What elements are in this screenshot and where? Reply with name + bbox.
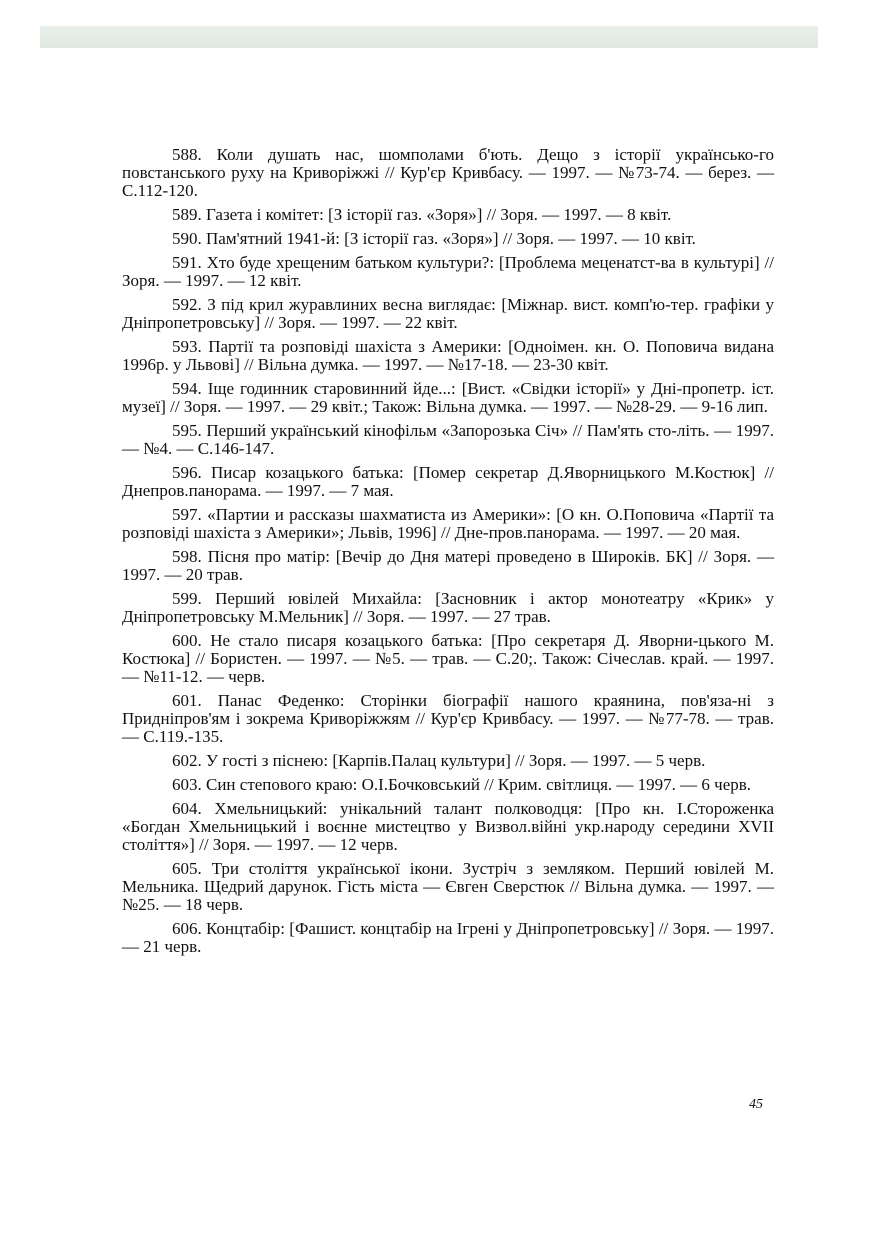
- bibliography-entry: 601. Панас Феденко: Сторінки біографії нашого краянина, пов'яза-ні з Придніпров'ям і зокрема Криворіжжям // Кур'єр Кривбасу. — 1997. — №77-78. — трав. — С.119.-135.: [122, 691, 774, 746]
- page-number: 45: [749, 1097, 763, 1112]
- bibliography-entry: 596. Писар козацького батька: [Помер секретар Д.Яворницького М.Костюк] // Днепров.панорама. — 1997. — 7 мая.: [122, 463, 774, 500]
- bibliography-entry: 604. Хмельницький: унікальний талант полководця: [Про кн. І.Стороженка «Богдан Хмельницький і воєнне мистецтво у Визвол.війні укр.народу середини XVII століття»] // Зоря. — 1997. — 12 черв.: [122, 799, 774, 854]
- bibliography-entry: 599. Перший ювілей Михайла: [Засновник і актор монотеатру «Крик» у Дніпропетровську М.Мельник] // Зоря. — 1997. — 27 трав.: [122, 589, 774, 626]
- bibliography-entry: 606. Концтабір: [Фашист. концтабір на Ігрені у Дніпропетровську] // Зоря. — 1997. — 21 черв.: [122, 919, 774, 956]
- bibliography-entry: 605. Три століття української ікони. Зустріч з земляком. Перший ювілей М. Мельника. Щедрий дарунок. Гість міста — Євген Сверстюк // Вільна думка. — 1997. — №25. — 18 черв.: [122, 859, 774, 914]
- bibliography-entry: 593. Партії та розповіді шахіста з Америки: [Одноімен. кн. О. Поповича видана 1996р. у Львові] // Вільна думка. — 1997. — №17-18. — 23-30 квіт.: [122, 337, 774, 374]
- bibliography-entry: 597. «Партии и рассказы шахматиста из Америки»: [О кн. О.Поповича «Партії та розповіді шахіста з Америки»; Львів, 1996] // Дне-пров.панорама. — 1997. — 20 мая.: [122, 505, 774, 542]
- bibliography-entry: 588. Коли душать нас, шомполами б'ють. Дещо з історії українсько-го повстанського руху на Криворіжжі // Кур'єр Кривбасу. — 1997. — №73-74. — берез. — С.112-120.: [122, 145, 774, 200]
- bibliography-entry: 595. Перший український кінофільм «Запорозька Січ» // Пам'ять сто-літь. — 1997. — №4. — С.146-147.: [122, 421, 774, 458]
- bibliography-entry: 590. Пам'ятний 1941-й: [З історії газ. «Зоря»] // Зоря. — 1997. — 10 квіт.: [172, 229, 696, 248]
- bibliography-entry: 589. Газета і комітет: [З історії газ. «Зоря»] // Зоря. — 1997. — 8 квіт.: [172, 205, 672, 224]
- bibliography-entry: 603. Син степового краю: О.І.Бочковський // Крим. світлиця. — 1997. — 6 черв.: [172, 775, 752, 794]
- bibliography-list: [122, 146, 774, 962]
- bibliography-entry: 598. Пісня про матір: [Вечір до Дня матері проведено в Широків. БК] // Зоря. — 1997. — 20 трав.: [122, 547, 774, 584]
- bibliography-entry: 602. У гостi з піснею: [Карпів.Палац культури] // Зоря. — 1997. — 5 черв.: [172, 751, 706, 770]
- bibliography-entry: 592. З під крил журавлиних весна виглядає: [Міжнар. вист. комп'ю-тер. графіки у Дніпропетровську] // Зоря. — 1997. — 22 квіт.: [122, 295, 774, 332]
- bibliography-entry: 594. Іще годинник старовинний йде...: [Вист. «Свідки історії» у Дні-пропетр. іст. музеї] // Зоря. — 1997. — 29 квіт.; Також: Вільна думка. — 1997. — №28-29. — 9-16 лип.: [122, 379, 774, 416]
- scan-top-band: [40, 26, 818, 48]
- bibliography-entry: 591. Хто буде хрещеним батьком культури?: [Проблема меценатст-ва в культурі] // Зоря. — 1997. — 12 квіт.: [122, 253, 774, 290]
- bibliography-entry: 600. Не стало писаря козацького батька: [Про секретаря Д. Яворни-цького М. Костюка] // Бористен. — 1997. — №5. — трав. — С.20;. Також: Січеслав. край. — 1997. — №11-12. — черв.: [122, 631, 774, 686]
